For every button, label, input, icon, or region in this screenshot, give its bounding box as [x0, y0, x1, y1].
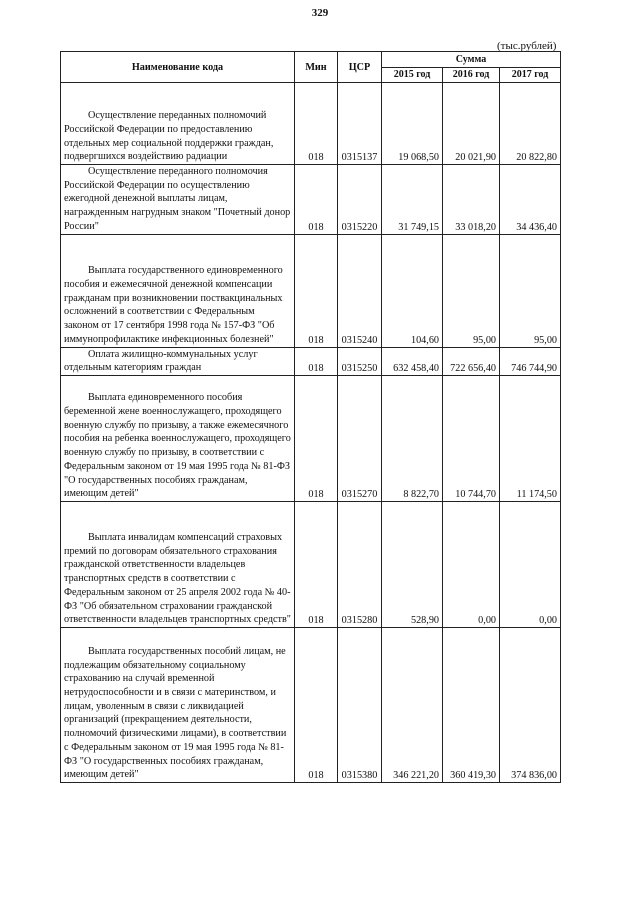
- row-name: Оплата жилищно-коммунальных услуг отдельным категориям граждан: [64, 348, 258, 374]
- row-2016: 33 018,20: [443, 165, 500, 235]
- table-row: [61, 627, 561, 782]
- row-2017: 374 836,00: [500, 627, 561, 782]
- row-2015: 346 221,20: [382, 627, 443, 782]
- row-name: Осуществление переданных полномочий Российской Федерации по предоставлению отдельных мер социальной поддержки граждан, подвергшихся воздействию радиации: [64, 110, 274, 163]
- row-min: 018: [295, 83, 338, 165]
- header-year-2017: 2017 год: [500, 67, 561, 83]
- row-2015: 104,60: [382, 234, 443, 347]
- table-row: [61, 375, 561, 501]
- row-min: 018: [295, 165, 338, 235]
- header-csr: ЦСР: [338, 52, 382, 83]
- row-min: 018: [295, 375, 338, 501]
- row-2017: 95,00: [500, 234, 561, 347]
- row-2017: 11 174,50: [500, 375, 561, 501]
- row-2016: 0,00: [443, 501, 500, 627]
- header-min: Мин: [295, 52, 338, 83]
- row-name: Выплата инвалидам компенсаций страховых премий по договорам обязательного страхования гражданской ответственности владельцев транспортных средств в соответствии с Федеральным законом от 25 апреля 2002 года № 40-ФЗ "Об обязательном страховании гражданской ответственности владельцев транспортных средств": [64, 532, 291, 626]
- row-2015: 528,90: [382, 501, 443, 627]
- budget-table: [60, 51, 561, 783]
- row-csr: 0315240: [338, 234, 382, 347]
- row-min: 018: [295, 234, 338, 347]
- row-csr: 0315380: [338, 627, 382, 782]
- row-2017: 34 436,40: [500, 165, 561, 235]
- header-year-2015: 2015 год: [382, 67, 443, 83]
- row-2015: 8 822,70: [382, 375, 443, 501]
- row-csr: 0315280: [338, 501, 382, 627]
- row-name: Выплата государственных пособий лицам, не подлежащим обязательному социальному страхованию на случай временной нетрудоспособности и в связи с материнством, и лицам, уволенным в связи с ликвидацией организаций (прекращением деятельности, полномочий физическими лицами), в соответствии с Федеральным законом от 19 мая 1995 года № 81-ФЗ "О государственных пособиях гражданам, имеющим детей": [64, 645, 287, 781]
- table-row: [61, 165, 561, 235]
- row-2017: 20 822,80: [500, 83, 561, 165]
- row-min: 018: [295, 501, 338, 627]
- row-2015: 632 458,40: [382, 347, 443, 375]
- header-year-2016: 2016 год: [443, 67, 500, 83]
- row-2017: 746 744,90: [500, 347, 561, 375]
- row-csr: 0315220: [338, 165, 382, 235]
- row-2017: 0,00: [500, 501, 561, 627]
- row-name: Выплата единовременного пособия беременной жене военнослужащего, проходящего военную службу по призыву, а также ежемесячного пособия на ребенка военнослужащего, проходящего военную службу по призыву, в соответствии с Федеральным законом от 19 мая 1995 года № 81-ФЗ "О государственных пособиях гражданам, имеющим детей": [64, 392, 291, 500]
- row-name: Осуществление переданного полномочия Российской Федерации по осуществлению ежегодной денежной выплаты лицам, награжденным нагрудным знаком "Почетный донор России": [64, 166, 291, 232]
- row-name: Выплата государственного единовременного пособия и ежемесячной денежной компенсации гражданам при возникновении поствакцинальных осложнений в соответствии с Федеральным законом от 17 сентября 1998 года № 157-ФЗ "Об иммунопрофилактике инфекционных болезней": [64, 265, 283, 345]
- row-2016: 95,00: [443, 234, 500, 347]
- row-min: 018: [295, 347, 338, 375]
- page-number: 329: [311, 7, 329, 19]
- row-2015: 31 749,15: [382, 165, 443, 235]
- table-row: [61, 234, 561, 347]
- row-2016: 360 419,30: [443, 627, 500, 782]
- table-row: [61, 347, 561, 375]
- table-row: [61, 83, 561, 165]
- units-label: (тыс.рублей): [497, 40, 557, 52]
- header-name: Наименование кода: [61, 52, 295, 83]
- row-csr: 0315137: [338, 83, 382, 165]
- row-2016: 20 021,90: [443, 83, 500, 165]
- row-2015: 19 068,50: [382, 83, 443, 165]
- row-csr: 0315270: [338, 375, 382, 501]
- row-min: 018: [295, 627, 338, 782]
- row-csr: 0315250: [338, 347, 382, 375]
- row-2016: 10 744,70: [443, 375, 500, 501]
- row-2016: 722 656,40: [443, 347, 500, 375]
- header-sum: Сумма: [382, 52, 561, 68]
- table-row: [61, 501, 561, 627]
